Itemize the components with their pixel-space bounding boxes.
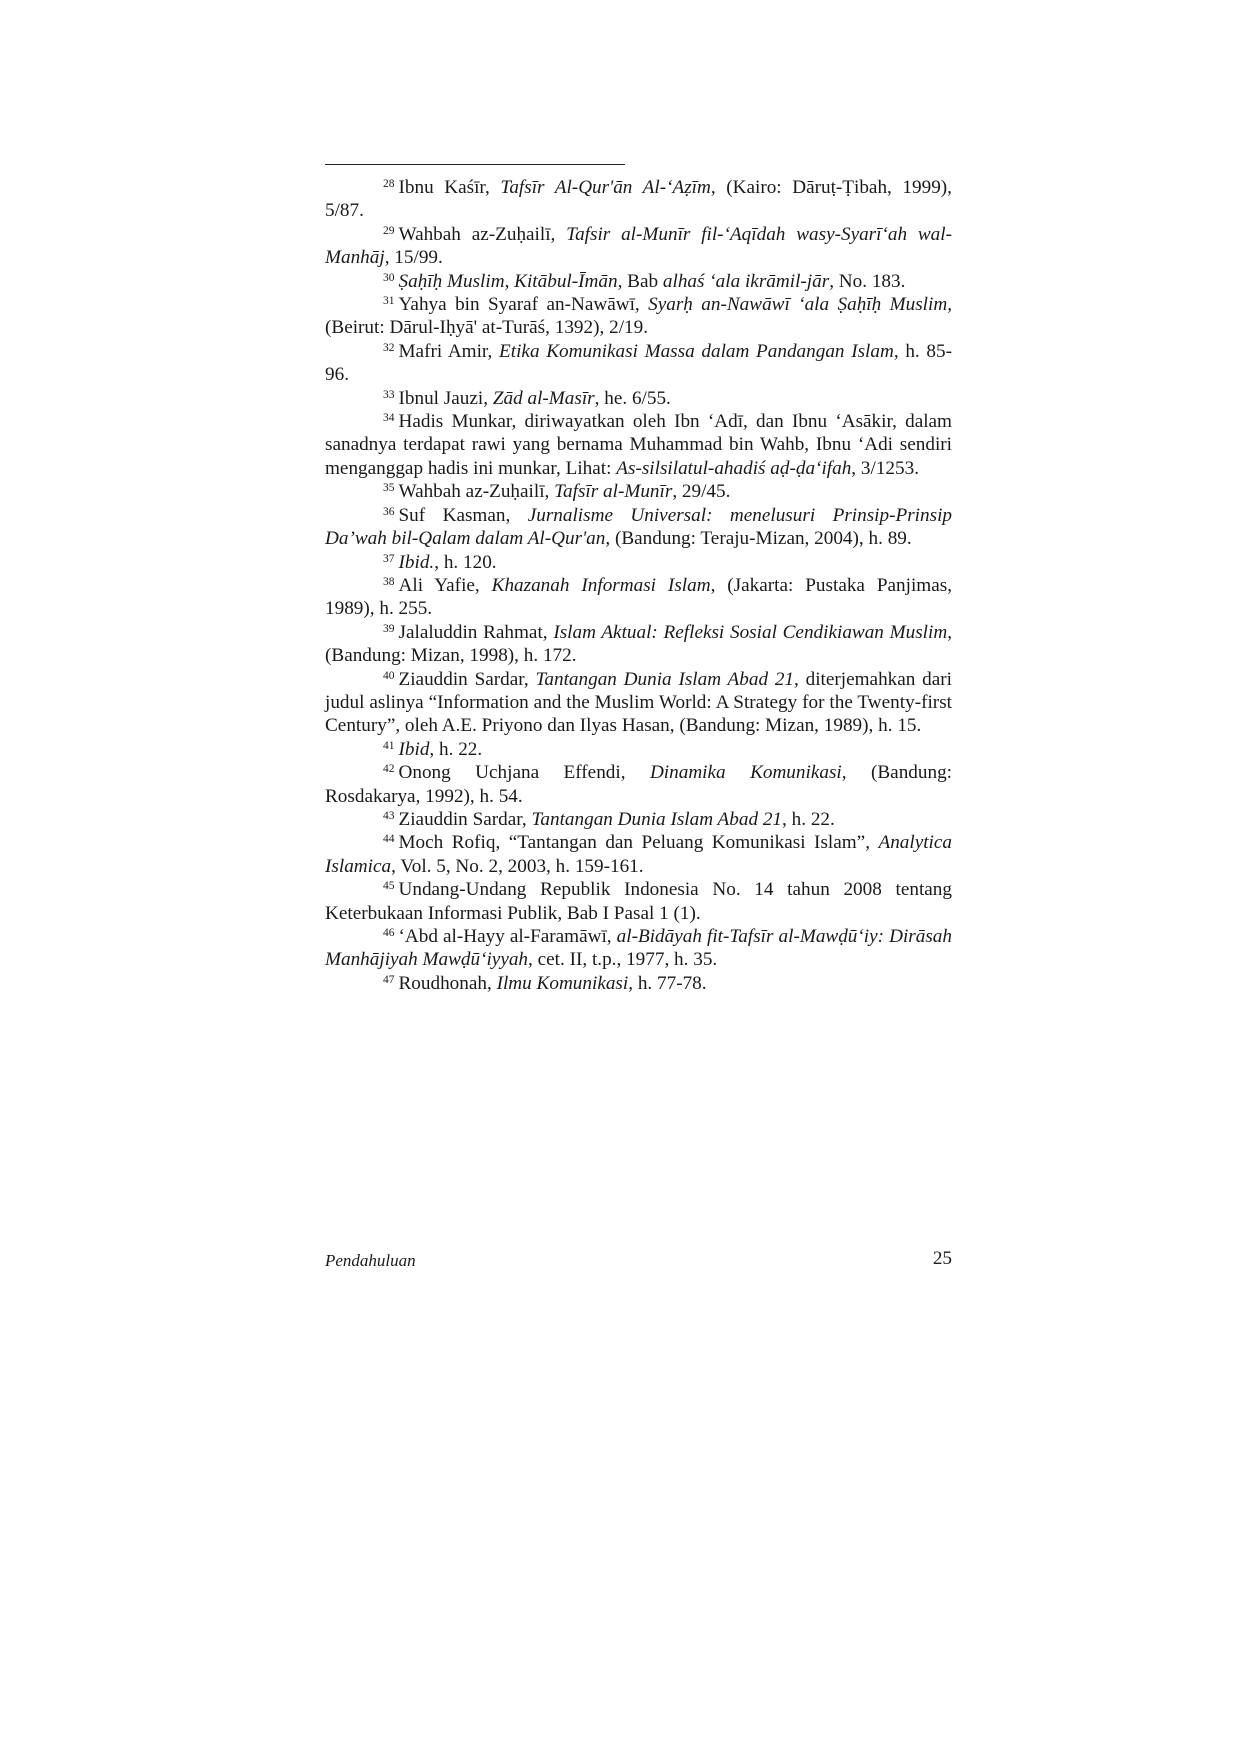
footnote-number: 30 xyxy=(383,271,395,284)
footnote-46 xyxy=(325,925,952,972)
footnote-text: , 15/99. xyxy=(384,247,443,269)
footnote-title: Syarḥ an-Nawāwī ‘ala Ṣaḥīḥ Muslim, xyxy=(648,294,952,316)
footnote-45 xyxy=(325,878,952,925)
footnote-separator-rule xyxy=(325,164,625,165)
footnote-number: 39 xyxy=(383,622,395,635)
footnote-text: , Bab xyxy=(617,270,663,292)
footnote-number: 33 xyxy=(383,388,395,401)
footnote-title: Ṣaḥīḥ Muslim xyxy=(398,270,505,292)
footnote-28 xyxy=(325,176,952,223)
footnote-37 xyxy=(325,551,952,574)
footnote-title: Ibid xyxy=(398,738,430,760)
footnote-33 xyxy=(325,387,952,410)
footnote-title: Zād al-Masīr xyxy=(492,387,595,409)
footnote-number: 45 xyxy=(383,880,395,893)
footnote-text: , he. 6/55. xyxy=(594,387,671,409)
footnote-40 xyxy=(325,668,952,738)
page-number: 25 xyxy=(932,1248,952,1269)
footnote-title: Dinamika Komunikasi xyxy=(649,762,842,784)
footnote-47 xyxy=(325,972,952,995)
footnote-title: As-silsilatul-ahadiś aḍ-ḍa‘ifah xyxy=(616,457,852,479)
footnote-text: , (Bandung: Teraju-Mizan, 2004), h. 89. xyxy=(605,528,912,550)
footnote-text: Wahbah az-Zuḥailī, xyxy=(398,481,555,503)
footnote-text: , (Kairo: Dāruṭ-Ṭibah, 1999), 5/87. xyxy=(325,177,952,222)
footnote-number: 34 xyxy=(383,412,395,425)
footnote-number: 40 xyxy=(383,669,395,682)
footnote-text: , Vol. 5, No. 2, 2003, h. 159-161. xyxy=(391,855,644,877)
footnote-number: 28 xyxy=(383,178,395,190)
footnote-title: Jurnalisme Universal: menelusuri Prinsip-Prinsip Da’wah bil-Qalam dalam Al-Qur'an xyxy=(325,504,952,550)
footnote-title: Tantangan Dunia Islam Abad 21 xyxy=(531,808,783,830)
footnote-number: 47 xyxy=(383,973,395,986)
footnote-text: ‘Abd al-Hayy al-Faramāwī, xyxy=(398,926,617,947)
footnote-text: Ziauddin Sardar, xyxy=(398,668,536,690)
footnote-text: Ibnu Kaśīr, xyxy=(398,177,501,198)
footnote-number: 31 xyxy=(383,295,395,308)
footnote-text: Ziauddin Sardar, xyxy=(398,808,532,830)
footnote-number: 46 xyxy=(383,927,395,939)
footnote-title: Analytica Islamica xyxy=(325,832,952,877)
footnote-title: al-Bidāyah fit-Tafsīr al-Mawḍū‘iy: Dirāsah Manhājiyah Mawḍū‘iyyah xyxy=(325,926,952,971)
footnote-text: , h. 120. xyxy=(434,551,497,573)
footnote-text: Undang-Undang Republik Indonesia No. 14 tahun 2008 tentang Keterbukaan Informasi Publik, Bab I Pasal 1 (1). xyxy=(325,879,952,924)
running-footer-chapter: Pendahuluan xyxy=(325,1251,416,1270)
footnote-text: , 29/45. xyxy=(672,481,731,503)
footnote-title: Ibid. xyxy=(398,551,435,573)
footnote-title: Tafsīr al-Munīr xyxy=(554,481,673,503)
footnote-44 xyxy=(325,831,952,878)
footnote-number: 43 xyxy=(383,809,395,822)
footnote-32 xyxy=(325,340,952,387)
footnote-42 xyxy=(325,761,952,808)
footnote-text: , h. 77-78. xyxy=(628,972,707,994)
footnote-text: Onong Uchjana Effendi, xyxy=(398,762,650,784)
footnote-title: Etika Komunikasi Massa dalam Pandangan Islam xyxy=(499,340,894,362)
footnote-text: Wahbah az-Zuḥailī, xyxy=(398,223,567,245)
footnote-number: 38 xyxy=(383,575,395,588)
footnote-text: , (Jakarta: Pustaka Panjimas, 1989), h. 255. xyxy=(325,574,953,620)
footnote-title: Tafsīr Al-Qur'ān Al-‘Aẓīm xyxy=(500,177,711,198)
footnote-38 xyxy=(325,574,952,621)
footnote-text: (Beirut: Dārul-Iḥyā' at-Turāś, 1392), 2/19. xyxy=(325,317,649,339)
footnote-text: , xyxy=(504,270,515,292)
footnote-title: Khazanah Informasi Islam xyxy=(491,574,711,596)
footnote-number: 37 xyxy=(383,552,395,565)
footnote-title: Kitābul-Īmān xyxy=(514,270,618,292)
footnote-text: Jalaluddin Rahmat, xyxy=(398,621,554,643)
footnote-36 xyxy=(325,504,952,551)
footnote-title: Ilmu Komunikasi xyxy=(496,972,629,994)
footnotes-section xyxy=(325,176,952,995)
footnote-text: , (Bandung: Rosdakarya, 1992), h. 54. xyxy=(325,762,952,807)
footnote-text: , cet. II, t.p., 1977, h. 35. xyxy=(528,949,718,971)
footnote-text: Hadis Munkar, diriwayatkan oleh Ibn ‘Adī, dan Ibnu ‘Asākir, dalam sanadnya terdapat rawi yang bernama Muhammad bin Wahb, Ibnu ‘Adi sendiri menganggap hadis ini munkar, Lihat: xyxy=(325,411,952,479)
footnote-text: , (Bandung: Mizan, 1998), h. 172. xyxy=(325,621,952,667)
footnote-title: alhaś ‘ala ikrāmil-jār xyxy=(662,270,830,292)
footnote-30 xyxy=(325,270,952,293)
footnote-34 xyxy=(325,410,952,480)
footnote-title: Tafsir al-Munīr fil-‘Aqīdah wasy-Syarī‘ah wal-Manhāj xyxy=(325,223,952,269)
footnote-number: 36 xyxy=(383,505,395,518)
footnote-text: , h. 85-96. xyxy=(325,340,952,386)
footnote-text: Ali Yafie, xyxy=(398,574,492,596)
footnote-number: 44 xyxy=(383,833,395,846)
footnote-number: 42 xyxy=(383,763,395,776)
footnote-text: Mafri Amir, xyxy=(398,340,500,362)
footnote-number: 35 xyxy=(383,482,395,495)
footnote-number: 29 xyxy=(383,224,395,237)
footnote-number: 32 xyxy=(383,341,395,354)
footnote-text: Yahya bin Syaraf an-Nawāwī, xyxy=(398,294,649,316)
footnote-41 xyxy=(325,738,952,761)
footnote-29 xyxy=(325,223,952,270)
footnote-text: Suf Kasman, xyxy=(398,504,528,526)
footnote-text: , diterjemahkan dari judul aslinya “Information and the Muslim World: A Strategy for the Twenty-first Century”, oleh A.E. Priyono dan Ilyas Hasan, (Bandung: Mizan, 1989), h. 15. xyxy=(325,668,952,737)
footnote-title: Tantangan Dunia Islam Abad 21 xyxy=(535,668,795,690)
footnote-text: Roudhonah, xyxy=(398,972,497,994)
footnote-43 xyxy=(325,808,952,831)
footnote-39 xyxy=(325,621,952,668)
footnote-text: , h. 22. xyxy=(429,738,483,760)
footnote-31 xyxy=(325,293,952,340)
footnote-text: Moch Rofiq, “Tantangan dan Peluang Komunikasi Islam”, xyxy=(398,832,879,854)
footnote-text: , 3/1253. xyxy=(851,457,919,479)
footnote-35 xyxy=(325,480,952,503)
footnote-text: Ibnul Jauzi, xyxy=(398,387,493,409)
footnote-number: 41 xyxy=(383,739,395,752)
footnote-title: Islam Aktual: Refleksi Sosial Cendikiawan Muslim xyxy=(553,621,948,643)
footnote-text: , h. 22. xyxy=(782,808,835,830)
footnote-text: , No. 183. xyxy=(829,270,906,292)
